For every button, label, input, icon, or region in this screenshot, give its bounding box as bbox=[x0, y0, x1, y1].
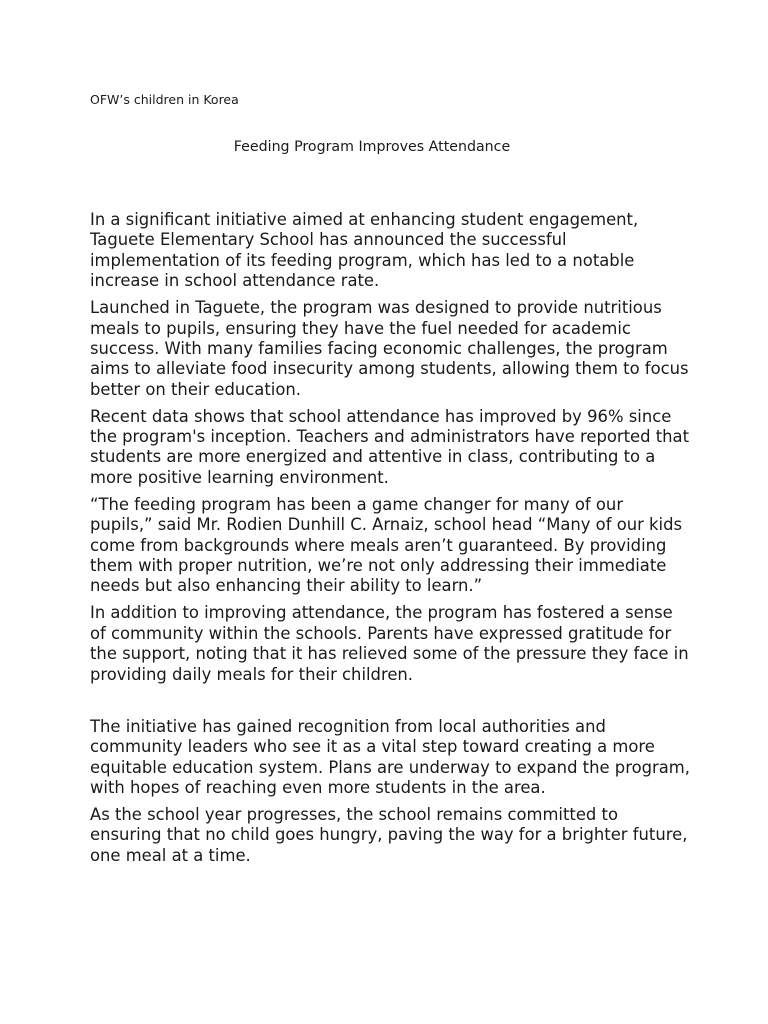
paragraph: As the school year progresses, the school remains committed to ensuring that no child goes hungry, paving the way for a brighter future, one meal at a time. bbox=[90, 805, 688, 865]
document-title: Feeding Program Improves Attendance bbox=[233, 139, 511, 155]
paragraph: Launched in Taguete, the program was designed to provide nutritious meals to pupils, ensuring they have the fuel needed for academic success. With many families facing economic challenges, the program aims to alleviate food insecurity among students, allowing them to focus better on their education. bbox=[90, 298, 689, 399]
header-label: OFW’s children in Korea bbox=[90, 92, 239, 107]
paragraph: Recent data shows that school attendance has improved by 96% since the program's inception. Teachers and administrators have reported that students are more energized and attentive in class, contributing to a more positive learning environment. bbox=[90, 406, 690, 487]
paragraph: “The feeding program has been a game changer for many of our pupils,” said Mr. Rodien Dunhill C. Arnaiz, school head “Many of our kids come from backgrounds where meals aren’t guaranteed. By providing them with proper nutrition, we’re not only addressing their immediate needs but also enhancing their ability to learn.” bbox=[90, 494, 683, 596]
paragraph: In addition to improving attendance, the program has fostered a sense of community within the schools. Parents have expressed gratitude for the support, noting that it has relieved some of the pressure they face in providing daily meals for their children. bbox=[90, 603, 689, 684]
article-body bbox=[90, 210, 690, 873]
paragraph: In a significant initiative aimed at enhancing student engagement, Taguete Elementary School has announced the successful implementation of its feeding program, which has led to a notable increase in school attendance rate. bbox=[90, 210, 639, 291]
paragraph: The initiative has gained recognition from local authorities and community leaders who see it as a vital step toward creating a more equitable education system. Plans are underway to expand the program, with hopes of reaching even more students in the area. bbox=[90, 716, 690, 798]
